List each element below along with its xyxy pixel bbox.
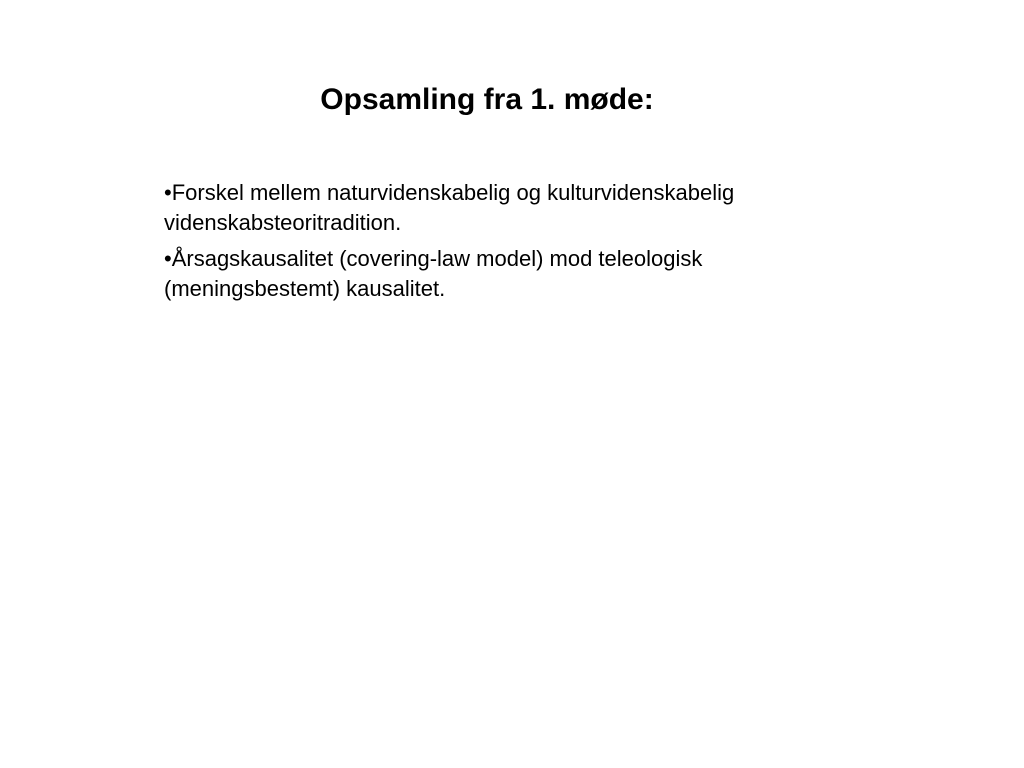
slide-title: Opsamling fra 1. møde: [320,83,654,116]
bullet-item [164,178,864,238]
bullet-marker: • [164,246,172,271]
bullet-marker: • [164,180,172,205]
bullet-text: Årsagskausalitet (covering-law model) mod teleologisk (meningsbestemt) kausalitet. [164,246,703,301]
bullet-text: Forskel mellem naturvidenskabelig og kulturvidenskabelig videnskabsteoritradition. [164,180,735,235]
bullet-list [164,178,864,310]
bullet-item [164,244,864,304]
